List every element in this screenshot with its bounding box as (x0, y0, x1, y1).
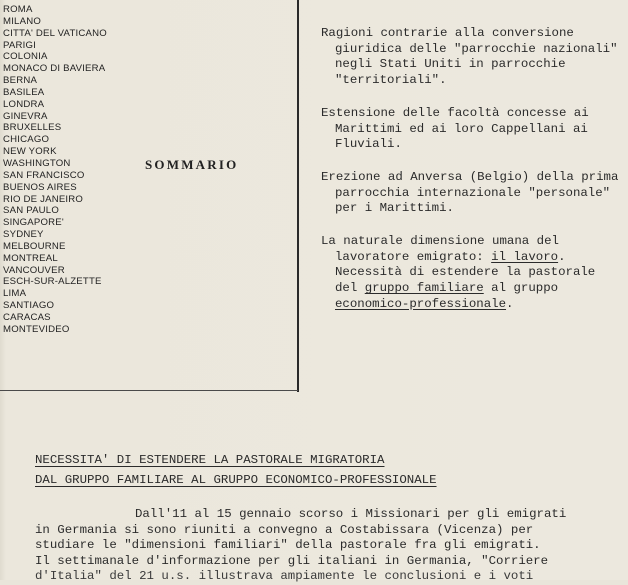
summary-item (321, 26, 621, 89)
city-name: GINEVRA (3, 110, 48, 122)
city-name: BUENOS AIRES (3, 181, 77, 193)
summary-list (321, 26, 621, 330)
summary-heading: SOMMARIO (145, 157, 239, 172)
summary-item (321, 106, 621, 153)
summary-text: . Necessità di estendere la pastorale del (335, 249, 596, 296)
body-line: d'Italia" del 21 u.s. illustrava ampiamente le conclusioni e i voti (35, 569, 534, 584)
city-name: SAN FRANCISCO (3, 169, 85, 181)
city-name: WASHINGTON (3, 157, 71, 169)
underlined-term: il lavoro (491, 249, 559, 264)
city-name: NEW YORK (3, 146, 57, 158)
city-name: MONTEVIDEO (3, 323, 70, 335)
city-name: SINGAPORE' (3, 217, 64, 229)
summary-text: al gruppo (483, 281, 559, 296)
summary-item (321, 234, 621, 313)
body-line: studiare le "dimensioni familiari" della pastorale fra gli emigrati. (35, 538, 541, 553)
city-name: CHICAGO (3, 134, 50, 146)
article-headline (35, 450, 615, 490)
city-name: PARIGI (3, 39, 37, 51)
city-name: MONACO DI BAVIERA (3, 63, 106, 75)
city-name: BRUXELLES (3, 122, 62, 134)
headline-line: DAL GRUPPO FAMILIARE AL GRUPPO ECONOMICO-PROFESSIONALE (35, 473, 437, 487)
summary-text: La naturale dimensione umana del lavoratore emigrato: (321, 234, 559, 264)
city-name: BASILEA (3, 86, 45, 98)
body-line: Dall'11 al 15 gennaio scorso i Missionari per gli emigrati (135, 507, 567, 521)
city-name: MONTREAL (3, 252, 58, 264)
city-name: SYDNEY (3, 229, 44, 241)
summary-text: . (506, 296, 514, 311)
city-name: LIMA (3, 288, 27, 300)
body-line: in Germania si sono riuniti a convegno a Costabissara (Vicenza) per (35, 522, 534, 537)
city-name: SAN PAULO (3, 205, 60, 217)
city-name: ROMA (3, 4, 33, 15)
city-name: MILANO (3, 15, 41, 27)
city-name: BERNA (3, 75, 38, 87)
city-name: SANTIAGO (3, 300, 55, 312)
column-divider (297, 0, 299, 392)
header-bottom-rule (0, 390, 298, 391)
underlined-term: gruppo familiare (364, 281, 484, 296)
city-name: RIO DE JANEIRO (3, 193, 84, 205)
summary-text: Ragioni contrarie alla conversione giuridica delle "parrocchie nazionali" negli Stati Uniti in parrocchie "territoriali". (321, 26, 618, 88)
underlined-term: economico-professionale (335, 296, 507, 311)
city-name: LONDRA (3, 98, 45, 110)
city-name: CARACAS (3, 311, 51, 323)
city-name: MELBOURNE (3, 240, 66, 252)
article-body (35, 507, 628, 585)
summary-text: Estensione delle facoltà concesse ai Marittimi ed ai loro Cappellani ai Fluviali. (321, 105, 589, 152)
summary-text: Erezione ad Anversa (Belgio) della prima parrocchia internazionale "personale" per i Marittimi. (321, 169, 619, 216)
summary-item (321, 170, 621, 217)
city-name: CITTA' DEL VATICANO (3, 27, 107, 39)
city-name: COLONIA (3, 51, 48, 63)
city-name: ESCH-SUR-ALZETTE (3, 276, 102, 288)
body-line: Il settimanale d'informazione per gli italiani in Germania, "Corriere (35, 553, 549, 568)
headline-line: NECESSITA' DI ESTENDERE LA PASTORALE MIGRATORIA (35, 453, 385, 467)
city-name: VANCOUVER (3, 264, 65, 276)
city-list (3, 4, 153, 336)
